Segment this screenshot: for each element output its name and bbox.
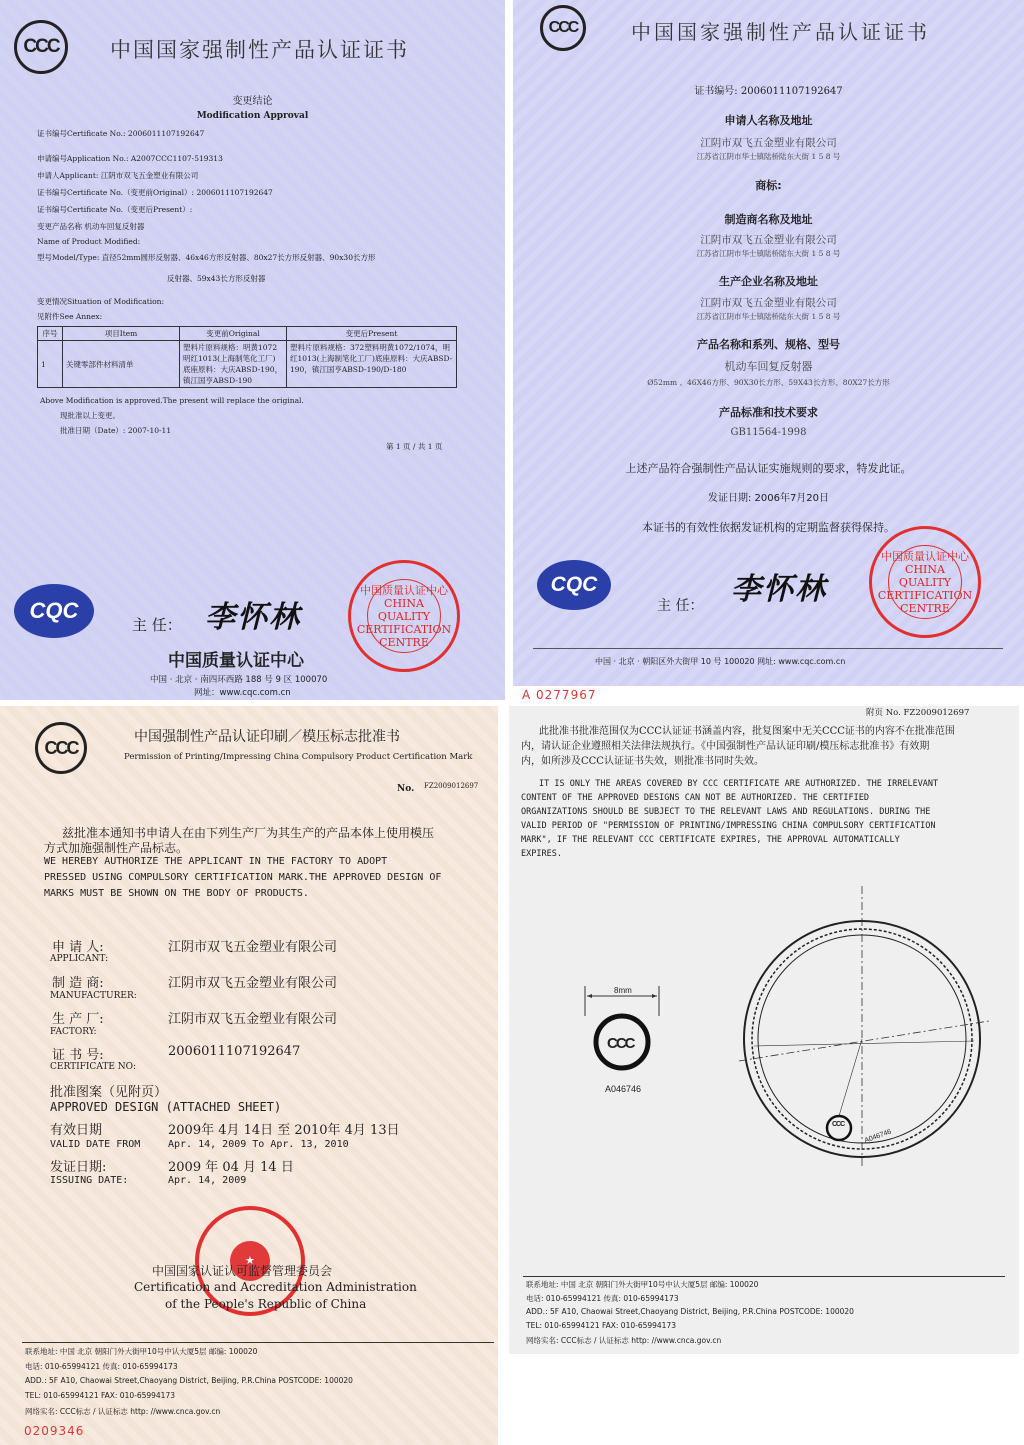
modification-table (37, 326, 457, 388)
approved-design-en: APPROVED DESIGN (ATTACHED SHEET) (50, 1100, 282, 1114)
footer-divider (523, 1276, 1005, 1277)
director-label: 主 任： (132, 616, 182, 634)
valid-date-value-cn: 2009年 4月 14日 至 2010年 4月 13日 (168, 1123, 400, 1138)
field-product-name-en: Name of Product Modified: (37, 237, 141, 246)
product-models: Ø52mm 、46X46方形、90X30长方形、59X43长方形、80X27长方形 (647, 378, 890, 387)
manufacturer-value: 江阴市双飞五金塑业有限公司 (168, 976, 338, 991)
manufacturer-name: 江阴市双飞五金塑业有限公司 (700, 234, 837, 246)
issue-date-value-en: Apr. 14, 2009 (168, 1175, 247, 1186)
ccc-mark-icon: CCC (607, 1035, 634, 1052)
small-ccc-mark-icon: CCC (832, 1121, 845, 1128)
org-name: 中国质量认证中心 (168, 651, 304, 671)
no-label: No. (397, 784, 415, 794)
approval-note-en: Above Modification is approved.The present will replace the original. (40, 396, 304, 405)
manufacturer-label: 制造商名称及地址 (724, 213, 813, 226)
field-product-name: 变更产品名称 机动车回复反射器 (37, 222, 145, 231)
factory-address: 江苏省江阴市华士镇陆桥陆东大街 1 5 8 号 (696, 312, 841, 321)
ccc-logo-icon: CCC (14, 20, 68, 74)
field-model-cont: 反射器、59x43长方形反射器 (167, 274, 266, 283)
ring-code: A046746 (863, 1128, 893, 1145)
para-en-line: ORGANIZATIONS SHOULD BE SUBJECT TO THE RELEVANT LAWS AND REGULATIONS. DURING THE (521, 807, 931, 817)
org-name-en-1: Certification and Accreditation Administration (134, 1280, 417, 1294)
validity-statement: 本证书的有效性依据发证机构的定期监督获得保持。 (642, 521, 895, 534)
annex-page-document (509, 706, 1019, 1354)
cert-label: 证 书 号: (52, 1048, 104, 1063)
para-en-line: EXPIRES. (521, 849, 562, 859)
footer-line: 网络实名: CCC标志 / 认证标志 http: //www.cnca.gov.cn (25, 1407, 221, 1416)
trademark-label: 商标: (755, 179, 782, 192)
no-value: FZ2009012697 (424, 782, 479, 790)
header-title: 中国国家强制性产品认证证书 (110, 38, 409, 62)
issue-date-value-cn: 2009 年 04 月 14 日 (168, 1160, 294, 1175)
factory-label: 生 产 厂: (52, 1012, 104, 1027)
table-cell: 关键零部件材料清单 (63, 341, 180, 388)
annex-page-no: 附页 No. FZ2009012697 (866, 708, 970, 718)
footer-line: 电话: 010-65994121 传真: 010-65994173 (526, 1294, 679, 1303)
title-cn: 中国强制性产品认证印刷／模压标志批准书 (134, 729, 400, 745)
valid-date-value-en: Apr. 14, 2009 To Apr. 13, 2010 (168, 1139, 349, 1150)
serial-number: 0209346 (24, 1424, 85, 1438)
footer-line: 网络实名: CCC标志 / 认证标志 http: //www.cnca.gov.cn (526, 1336, 722, 1345)
seal-text: 中国质量认证中心 CHINA QUALITY CERTIFICATION CENTRE (367, 579, 441, 653)
footer-line: TEL: 010-65994121 FAX: 010-65994173 (25, 1391, 175, 1400)
footer-line: ADD.: 5F A10, Chaowai Street,Chaoyang District, Beijing, P.R.China POSTCODE: 100020 (25, 1376, 353, 1385)
para-en-line: IT IS ONLY THE AREAS COVERED BY CCC CERTIFICATE ARE AUTHORIZED. THE IRRELEVANT (539, 779, 939, 789)
director-signature: 李怀林 (731, 572, 827, 607)
cert-value: 2006011107192647 (168, 1044, 301, 1059)
issue-date: 发证日期: 2006年7月20日 (707, 493, 830, 504)
red-seal-icon (348, 560, 460, 672)
para-en-line-3: MARKS MUST BE SHOWN ON THE BODY OF PRODUCTS. (44, 888, 309, 899)
statement: 上述产品符合强制性产品认证实施规则的要求，特发此证。 (625, 462, 912, 475)
org-address: 中国 · 北京 · 南四环西路 188 号 9 区 100070 (150, 675, 328, 685)
footer-line: 联系地址: 中国 北京 朝阳门外大街甲10号中认大厦5层 邮编: 100020 (526, 1280, 759, 1289)
footer-line: 联系地址: 中国 北京 朝阳门外大街甲10号中认大厦5层 邮编: 100020 (25, 1347, 258, 1356)
para-en-line-1: WE HEREBY AUTHORIZE THE APPLICANT IN THE FACTORY TO ADOPT (44, 856, 388, 867)
factory-label-en: FACTORY: (50, 1027, 97, 1037)
valid-date-label-en: VALID DATE FROM (50, 1139, 141, 1150)
field-annex: 见附件See Annex: (37, 312, 103, 321)
cqc-logo-icon: CQC (14, 584, 94, 638)
cqc-logo-icon: CQC (537, 560, 611, 610)
para-en-line-2: PRESSED USING COMPULSORY CERTIFICATION MARK.THE APPROVED DESIGN OF (44, 872, 442, 883)
footer-line: TEL: 010-65994121 FAX: 010-65994173 (526, 1321, 676, 1330)
dimension-label: 8mm (614, 986, 632, 995)
factory-name: 江阴市双飞五金塑业有限公司 (700, 297, 837, 309)
standard-label: 产品标准和技术要求 (719, 406, 818, 419)
modification-approval-document (0, 0, 505, 700)
reflector-ring-drawing (734, 866, 1004, 1166)
table-cell: 塑料片原料规格：明黄1072明红1013(上海制笔化工厂) 底座原料：大庆ABSD-190，镇江国亨ABSD-190 (180, 341, 287, 388)
page-info: 第 1 页 / 共 1 页 (386, 442, 443, 451)
applicant-label-en: APPLICANT: (50, 954, 109, 964)
cert-no: 证书编号: 2006011107192647 (694, 86, 843, 97)
heading-en: Modification Approval (196, 111, 309, 121)
table-cell: 1 (38, 341, 63, 388)
field-cert-present: 证书编号Certificate No.（变更后Present）: (37, 205, 193, 214)
red-seal-icon (869, 526, 981, 638)
field-model: 型号Model/Type: 直径52mm圆形反射器、46x46方形反射器、80x27长方形反射器、90x30长方形 (37, 253, 376, 262)
standard-value: GB11564-1998 (730, 427, 807, 438)
serial-number: A 0277967 (522, 688, 597, 702)
cert-label-en: CERTIFICATE NO: (50, 1062, 137, 1072)
para-cn-line-1: 此批准书批准范围仅为CCC认证证书涵盖内容，批复图案中无关CCC证书的内容不在批准范围 (539, 726, 955, 737)
director-signature: 李怀林 (205, 600, 301, 635)
mark-code: A046746 (605, 1084, 642, 1094)
table-header-cell: 序号 (38, 327, 63, 341)
para-en-line: MARK", IF THE RELEVANT CCC CERTIFICATE EXPIRES, THE APPROVAL AUTOMATICALLY (521, 835, 900, 845)
valid-date-label-cn: 有效日期 (50, 1123, 103, 1138)
org-name-cn: 中国国家认证认可监督管理委员会 (152, 1264, 333, 1278)
table-row (38, 341, 457, 388)
org-website: 网址：www.cqc.com.cn (194, 688, 291, 698)
heading-cn: 变更结论 (232, 96, 273, 107)
para-cn-line-3: 内，如所涉及CCC认证证书失效，则批准书同时失效。 (521, 756, 764, 767)
mark-permission-document (0, 706, 498, 1445)
issue-date-label-en: ISSUING DATE: (50, 1175, 129, 1186)
table-cell: 塑料片原料规格：372塑料明黄1072/1074，明红1013(上海制笔化工厂)底座原料：大庆ABSD-190，镇江国亨ABSD-190/D-180 (287, 341, 457, 388)
table-header-cell: 变更后Present (287, 327, 457, 341)
field-application-no: 申请编号Application No.: A2007CCC1107-519313 (37, 154, 223, 163)
ccc-logo-icon: CCC (540, 5, 586, 51)
director-label: 主 任： (657, 598, 704, 614)
table-header-cell: 项目Item (63, 327, 180, 341)
footer-divider (533, 648, 1003, 649)
ccc-logo-icon: CCC (35, 722, 87, 774)
applicant-label: 申 请 人: (52, 940, 104, 955)
org-name-en-2: of the People's Republic of China (165, 1297, 367, 1311)
table-header-row (38, 327, 457, 341)
factory-label: 生产企业名称及地址 (719, 275, 818, 288)
field-cert-no: 证书编号Certificate No.: 2006011107192647 (37, 129, 205, 138)
header-title: 中国国家强制性产品认证证书 (631, 20, 930, 44)
approval-note-cn: 现批准以上变更。 (60, 411, 120, 420)
manufacturer-address: 江苏省江阴市华士镇陆桥陆东大街 1 5 8 号 (696, 249, 841, 258)
footer-line: ADD.: 5F A10, Chaowai Street,Chaoyang District, Beijing, P.R.China POSTCODE: 100020 (526, 1307, 854, 1316)
para-en-line: CONTENT OF THE APPROVED DESIGNS CAN NOT BE AUTHORIZED. THE CERTIFIED (521, 793, 869, 803)
product-label: 产品名称和系列、规格、型号 (697, 338, 840, 351)
product-name: 机动车回复反射器 (724, 360, 813, 373)
applicant-name: 江阴市双飞五金塑业有限公司 (700, 137, 837, 149)
field-situation: 变更情况Situation of Modification: (37, 297, 165, 306)
applicant-label: 申请人名称及地址 (724, 114, 813, 127)
manufacturer-label: 制 造 商: (52, 976, 104, 991)
field-applicant: 申请人Applicant: 江阴市双飞五金塑业有限公司 (37, 171, 199, 180)
footer-address: 中国 · 北京 · 朝阳区外大街甲 10 号 100020 网址: www.cqc.com.cn (595, 657, 846, 666)
manufacturer-label-en: MANUFACTURER: (50, 991, 137, 1001)
seal-emblem-icon: ★ (230, 1241, 271, 1282)
approved-design-cn: 批准图案（见附页） (50, 1085, 168, 1100)
title-en: Permission of Printing/Impressing China Compulsory Product Certification Mark (124, 752, 473, 762)
seal-text: 中国质量认证中心 CHINA QUALITY CERTIFICATION CENTRE (888, 545, 962, 619)
applicant-value: 江阴市双飞五金塑业有限公司 (168, 940, 338, 955)
applicant-address: 江苏省江阴市华士镇陆桥陆东大街 1 5 8 号 (696, 152, 841, 161)
para-cn-line-2: 方式加施强制性产品标志。 (44, 841, 189, 855)
factory-value: 江阴市双飞五金塑业有限公司 (168, 1012, 338, 1027)
footer-line: 电话: 010-65994121 传真: 010-65994173 (25, 1362, 178, 1371)
field-cert-original: 证书编号Certificate No.（变更前Original）: 2006011107192647 (37, 188, 273, 197)
footer-divider (22, 1342, 494, 1343)
para-cn-line-1: 兹批准本通知书申请人在由下列生产厂为其生产的产品本体上使用模压 (62, 826, 435, 840)
ccc-certificate-document (513, 0, 1024, 686)
para-en-line: VALID PERIOD OF "PERMISSION OF PRINTING/IMPRESSING CHINA COMPULSORY CERTIFICATION (521, 821, 936, 831)
para-cn-line-2: 内，请认证企业遵照相关法律法规执行。《中国强制性产品认证印刷/模压标志批准书》有效期 (521, 741, 930, 752)
approval-date: 批准日期（Date）: 2007-10-11 (60, 426, 172, 435)
issue-date-label-cn: 发证日期: (50, 1160, 107, 1175)
table-header-cell: 变更前Original (180, 327, 287, 341)
